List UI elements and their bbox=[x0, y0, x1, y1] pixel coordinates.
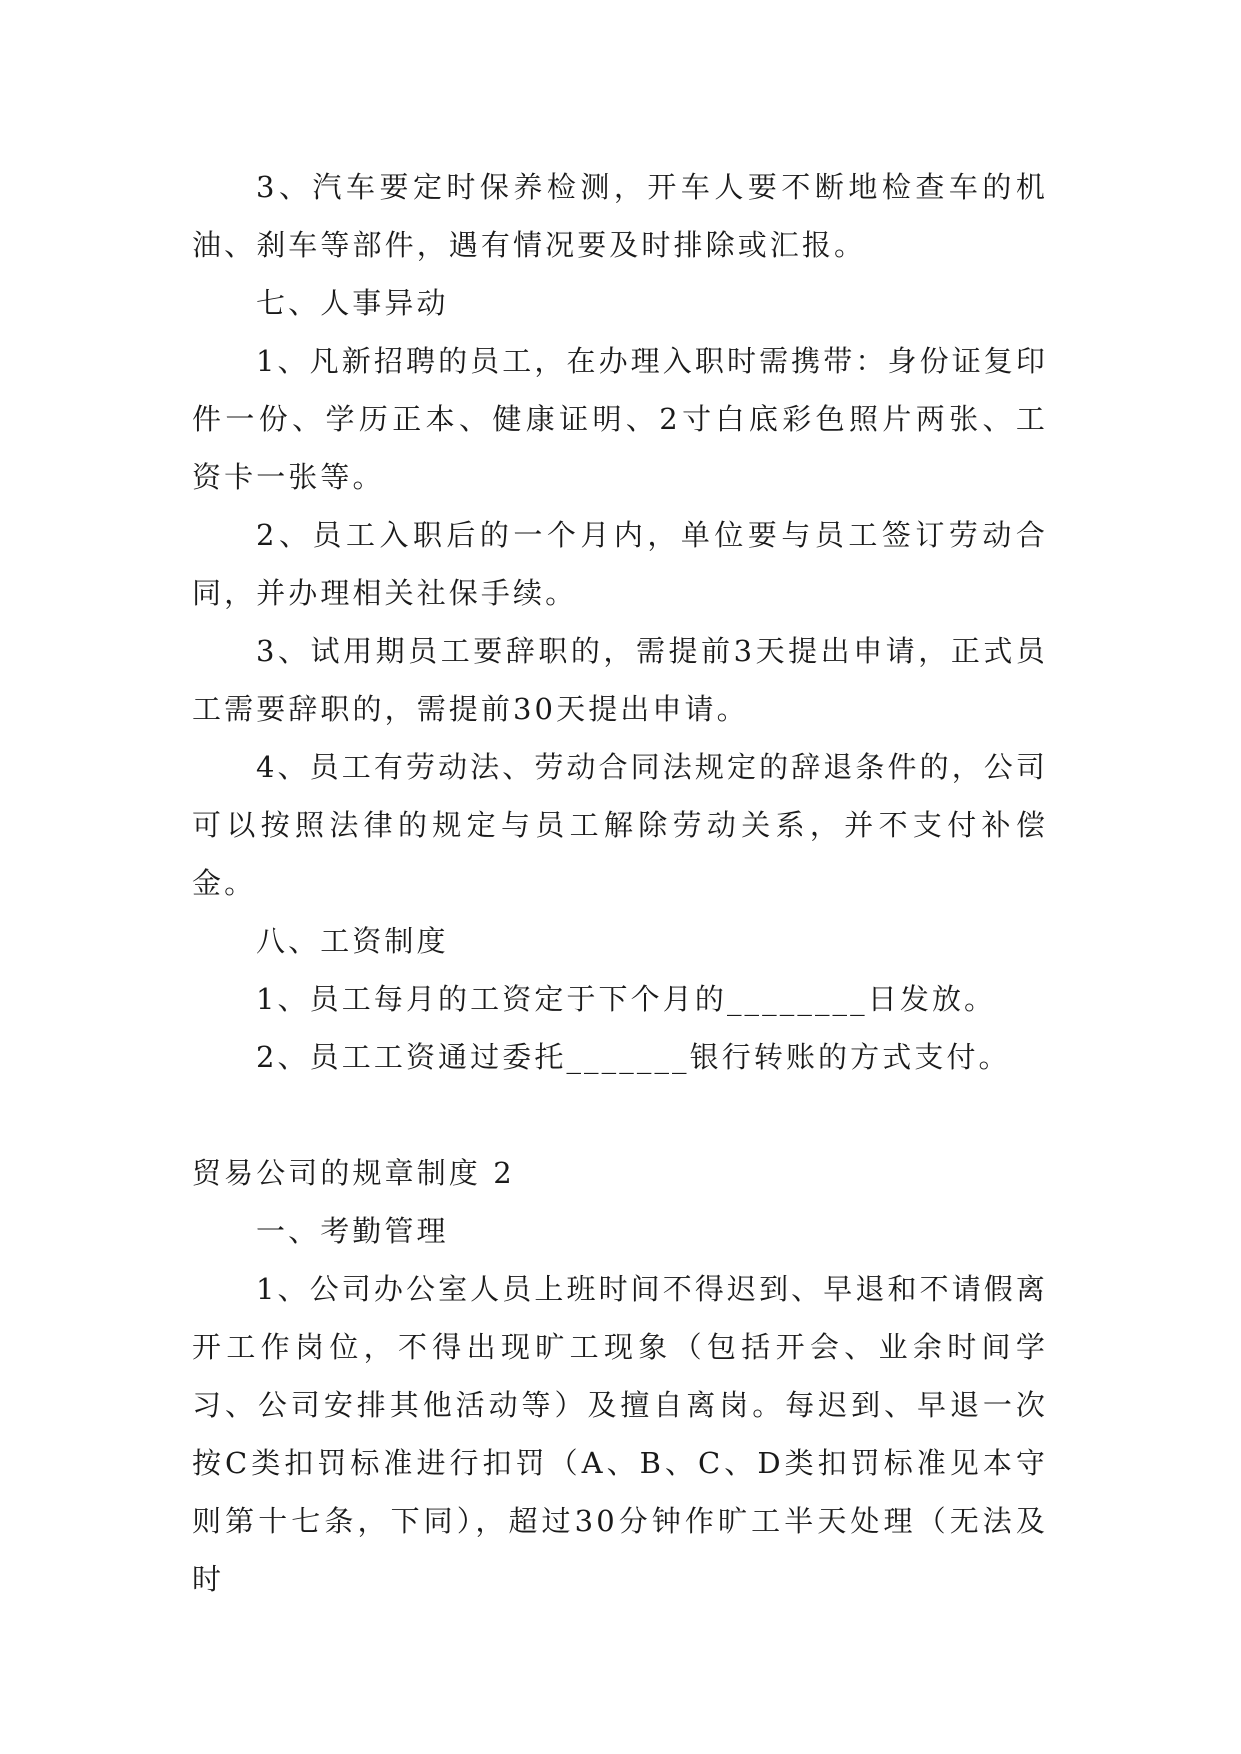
section-heading-personnel-changes: 七、人事异动 bbox=[256, 286, 449, 320]
section-heading-attendance: 一、考勤管理 bbox=[256, 1214, 449, 1248]
paragraph-attendance-rules: 1、公司办公室人员上班时间不得迟到、早退和不请假离开工作岗位，不得出现旷工现象（包括开会、业余时间学习、公司安排其他活动等）及擅自离岗。每迟到、早退一次按C类扣罚标准进行扣罚（A、B、C、D类扣罚标准见本守则第十七条，下同），超过30分钟作旷工半天处理（无法及时 bbox=[192, 1272, 1048, 1596]
paragraph-onboarding-documents: 1、凡新招聘的员工，在办理入职时需携带：身份证复印件一份、学历正本、健康证明、2寸白底彩色照片两张、工资卡一张等。 bbox=[192, 344, 1048, 494]
paragraph-vehicle-maintenance: 3、汽车要定时保养检测，开车人要不断地检查车的机油、刹车等部件，遇有情况要及时排除或汇报。 bbox=[192, 170, 1048, 262]
section-heading-salary-system: 八、工资制度 bbox=[256, 924, 449, 958]
section-spacer bbox=[192, 1086, 1048, 1144]
paragraph-dismissal-conditions: 4、员工有劳动法、劳动合同法规定的辞退条件的，公司可以按照法律的规定与员工解除劳动关系，并不支付补偿金。 bbox=[192, 750, 1048, 900]
document-body bbox=[192, 158, 1048, 1608]
document-title-2: 贸易公司的规章制度 2 bbox=[192, 1156, 515, 1190]
paragraph-resignation-notice: 3、试用期员工要辞职的，需提前3天提出申请，正式员工需要辞职的，需提前30天提出申请。 bbox=[192, 634, 1048, 726]
paragraph-labor-contract: 2、员工入职后的一个月内，单位要与员工签订劳动合同，并办理相关社保手续。 bbox=[192, 518, 1048, 610]
paragraph-salary-bank: 2、员工工资通过委托_______银行转账的方式支付。 bbox=[256, 1040, 1011, 1074]
paragraph-salary-date: 1、员工每月的工资定于下个月的________日发放。 bbox=[256, 982, 997, 1016]
